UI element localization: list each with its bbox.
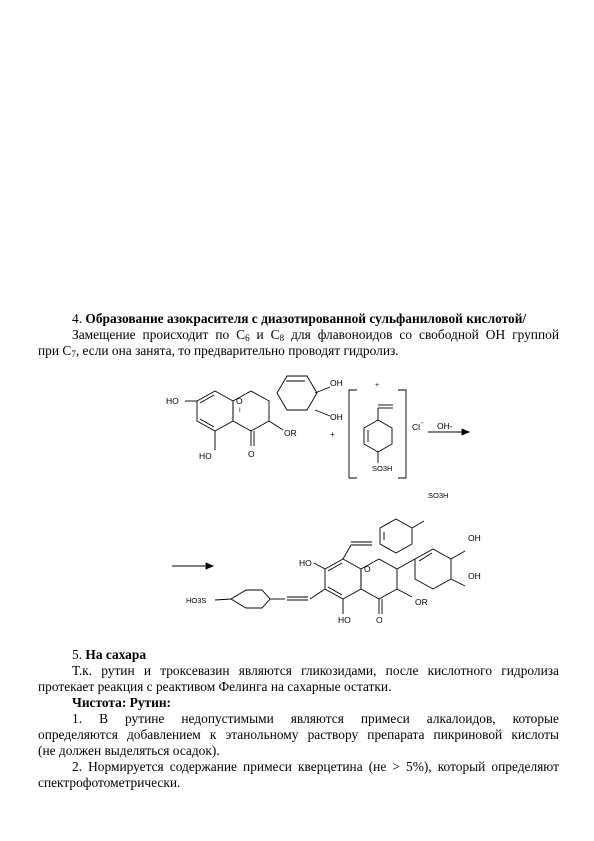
section5-heading bbox=[72, 647, 559, 663]
section5-title: На сахара bbox=[85, 647, 147, 662]
section4-number: 4. bbox=[72, 311, 83, 326]
label-ring-oplus: I bbox=[239, 408, 241, 414]
label-product-oh-top: OH bbox=[468, 533, 481, 543]
label-product-or: OR bbox=[415, 597, 428, 607]
item1-line3: (не должен выделяться осадок). bbox=[38, 743, 220, 758]
label-product-so3h-top: SO3H bbox=[428, 491, 449, 500]
label-product-ho-bottom: HO bbox=[338, 615, 351, 625]
section4-para-line2: при $С_7$, если она занята, то предварительно проводят гидролиз. bbox=[38, 343, 399, 359]
item2-line2: спектрофотометрически. bbox=[38, 775, 181, 790]
label-diazonium-charge: + bbox=[375, 382, 380, 389]
label-oh-b-top: OH bbox=[330, 378, 343, 388]
label-product-ho-left: HO bbox=[299, 558, 312, 568]
label-oh-b-right: OH bbox=[330, 412, 343, 422]
section4-heading bbox=[72, 311, 559, 327]
label-ho-a: HO bbox=[166, 396, 179, 406]
section5-para-line1: Т.к. рутин и троксевазин являются гликозидами, после кислотного гидролиза bbox=[72, 663, 559, 678]
item2-line1: 2. Нормируется содержание примеси кверцетина (не > 5%), который определяют bbox=[72, 759, 559, 774]
section5-para-line2: протекает реакция с реактивом Фелинга на сахарные остатки. bbox=[38, 679, 392, 694]
section4-title: Образование азокрасителя с диазотированной сульфаниловой кислотой/ bbox=[85, 311, 527, 326]
label-cl-charge: - bbox=[421, 420, 424, 427]
item1-line1: 1. В рутине недопустимыми являются примеси алкалоидов, которые bbox=[72, 711, 559, 726]
label-oh-reagent: OH- bbox=[437, 421, 453, 431]
label-product-ring-o: O bbox=[364, 564, 371, 574]
label-product-ketone-o: O bbox=[376, 615, 383, 625]
label-cl: Cl bbox=[412, 422, 421, 432]
label-plus: + bbox=[330, 429, 335, 439]
reaction-scheme bbox=[0, 370, 594, 630]
label-product-so3h-left: HO3S bbox=[186, 596, 207, 605]
label-ring-o: O bbox=[236, 396, 243, 406]
purity-heading: Чистота: Рутин: bbox=[72, 695, 171, 710]
label-product-oh-right: OH bbox=[468, 571, 481, 581]
item1-line2: определяются добавлением к этанольному раствору препарата пикриновой кислоты bbox=[38, 727, 559, 742]
label-ho-bottom: HO bbox=[199, 451, 212, 461]
section5-number: 5. bbox=[72, 647, 83, 662]
label-ketone-o: O bbox=[248, 449, 255, 459]
label-or: OR bbox=[284, 428, 297, 438]
label-diazonium-so3h: SO3H bbox=[372, 464, 393, 473]
section4-para-line1: Замещение происходит по $С_6$ и $С_8$ для флавоноидов со свободной ОН группой bbox=[72, 327, 560, 343]
